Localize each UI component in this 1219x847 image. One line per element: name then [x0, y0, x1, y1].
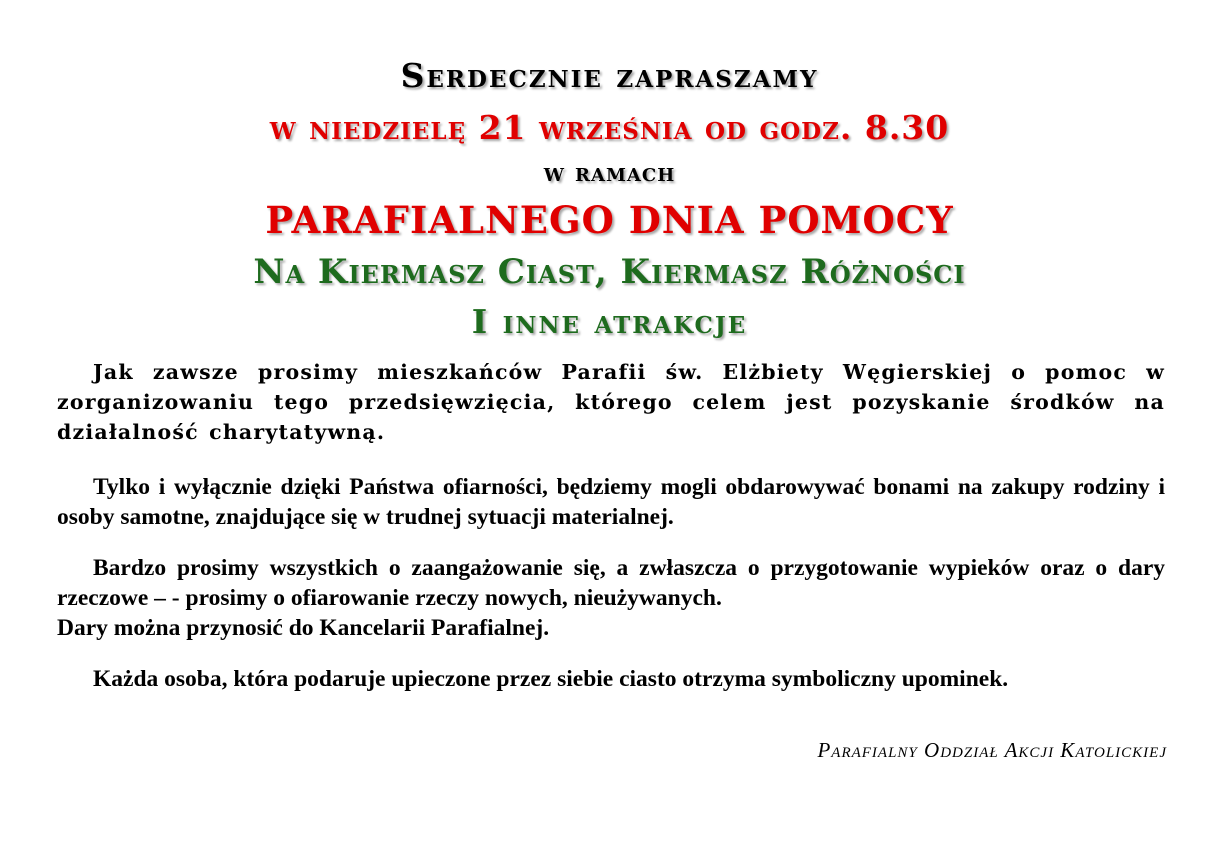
paragraph-text: Jak zawsze prosimy mieszkańców Parafii św. Elżbiety Węgierskiej o pomoc w zorganizowaniu tego przedsięwzięcia, którego celem jest pozyskanie środków na działalność charytatywną.	[57, 360, 1165, 444]
paragraph-text-office: Dary można przynosić do Kancelarii Parafialnej.	[57, 615, 550, 641]
paragraph-text: Bardzo prosimy wszystkich o zaangażowanie się, a zwłaszcza o przygotowanie wypieków oraz o dary rzeczowe – - prosimy o ofiarowanie rzeczy nowych, nieużywanych.	[57, 555, 1165, 611]
heading-other-attractions: I inne atrakcje	[471, 302, 748, 341]
paragraph-text: Każda osoba, która podaruje upieczone przez siebie ciasto otrzyma symboliczny upominek.	[93, 666, 1009, 692]
paragraph-request-help	[57, 357, 1165, 447]
paragraph-baking-donations	[57, 553, 1165, 643]
heading-event-name: PARAFIALNEGO DNIA POMOCY	[265, 198, 954, 242]
signature: Parafialny Oddział Akcji Katolickiej	[817, 738, 1167, 762]
heading-date: w niedzielę 21 września od godz. 8.30	[269, 108, 950, 147]
paragraph-generosity	[57, 472, 1165, 532]
paragraph-text: Tylko i wyłącznie dzięki Państwa ofiarności, będziemy mogli obdarowywać bonami na zakupy rodziny i osoby samotne, znajdujące się w trudnej sytuacji materialnej.	[57, 474, 1165, 530]
paragraph-gift	[57, 664, 1165, 694]
heading-invitation: Serdecznie zapraszamy	[400, 56, 819, 95]
heading-fairs: Na Kiermasz Ciast, Kiermasz Różności	[253, 252, 966, 292]
heading-within: w ramach	[543, 158, 676, 188]
